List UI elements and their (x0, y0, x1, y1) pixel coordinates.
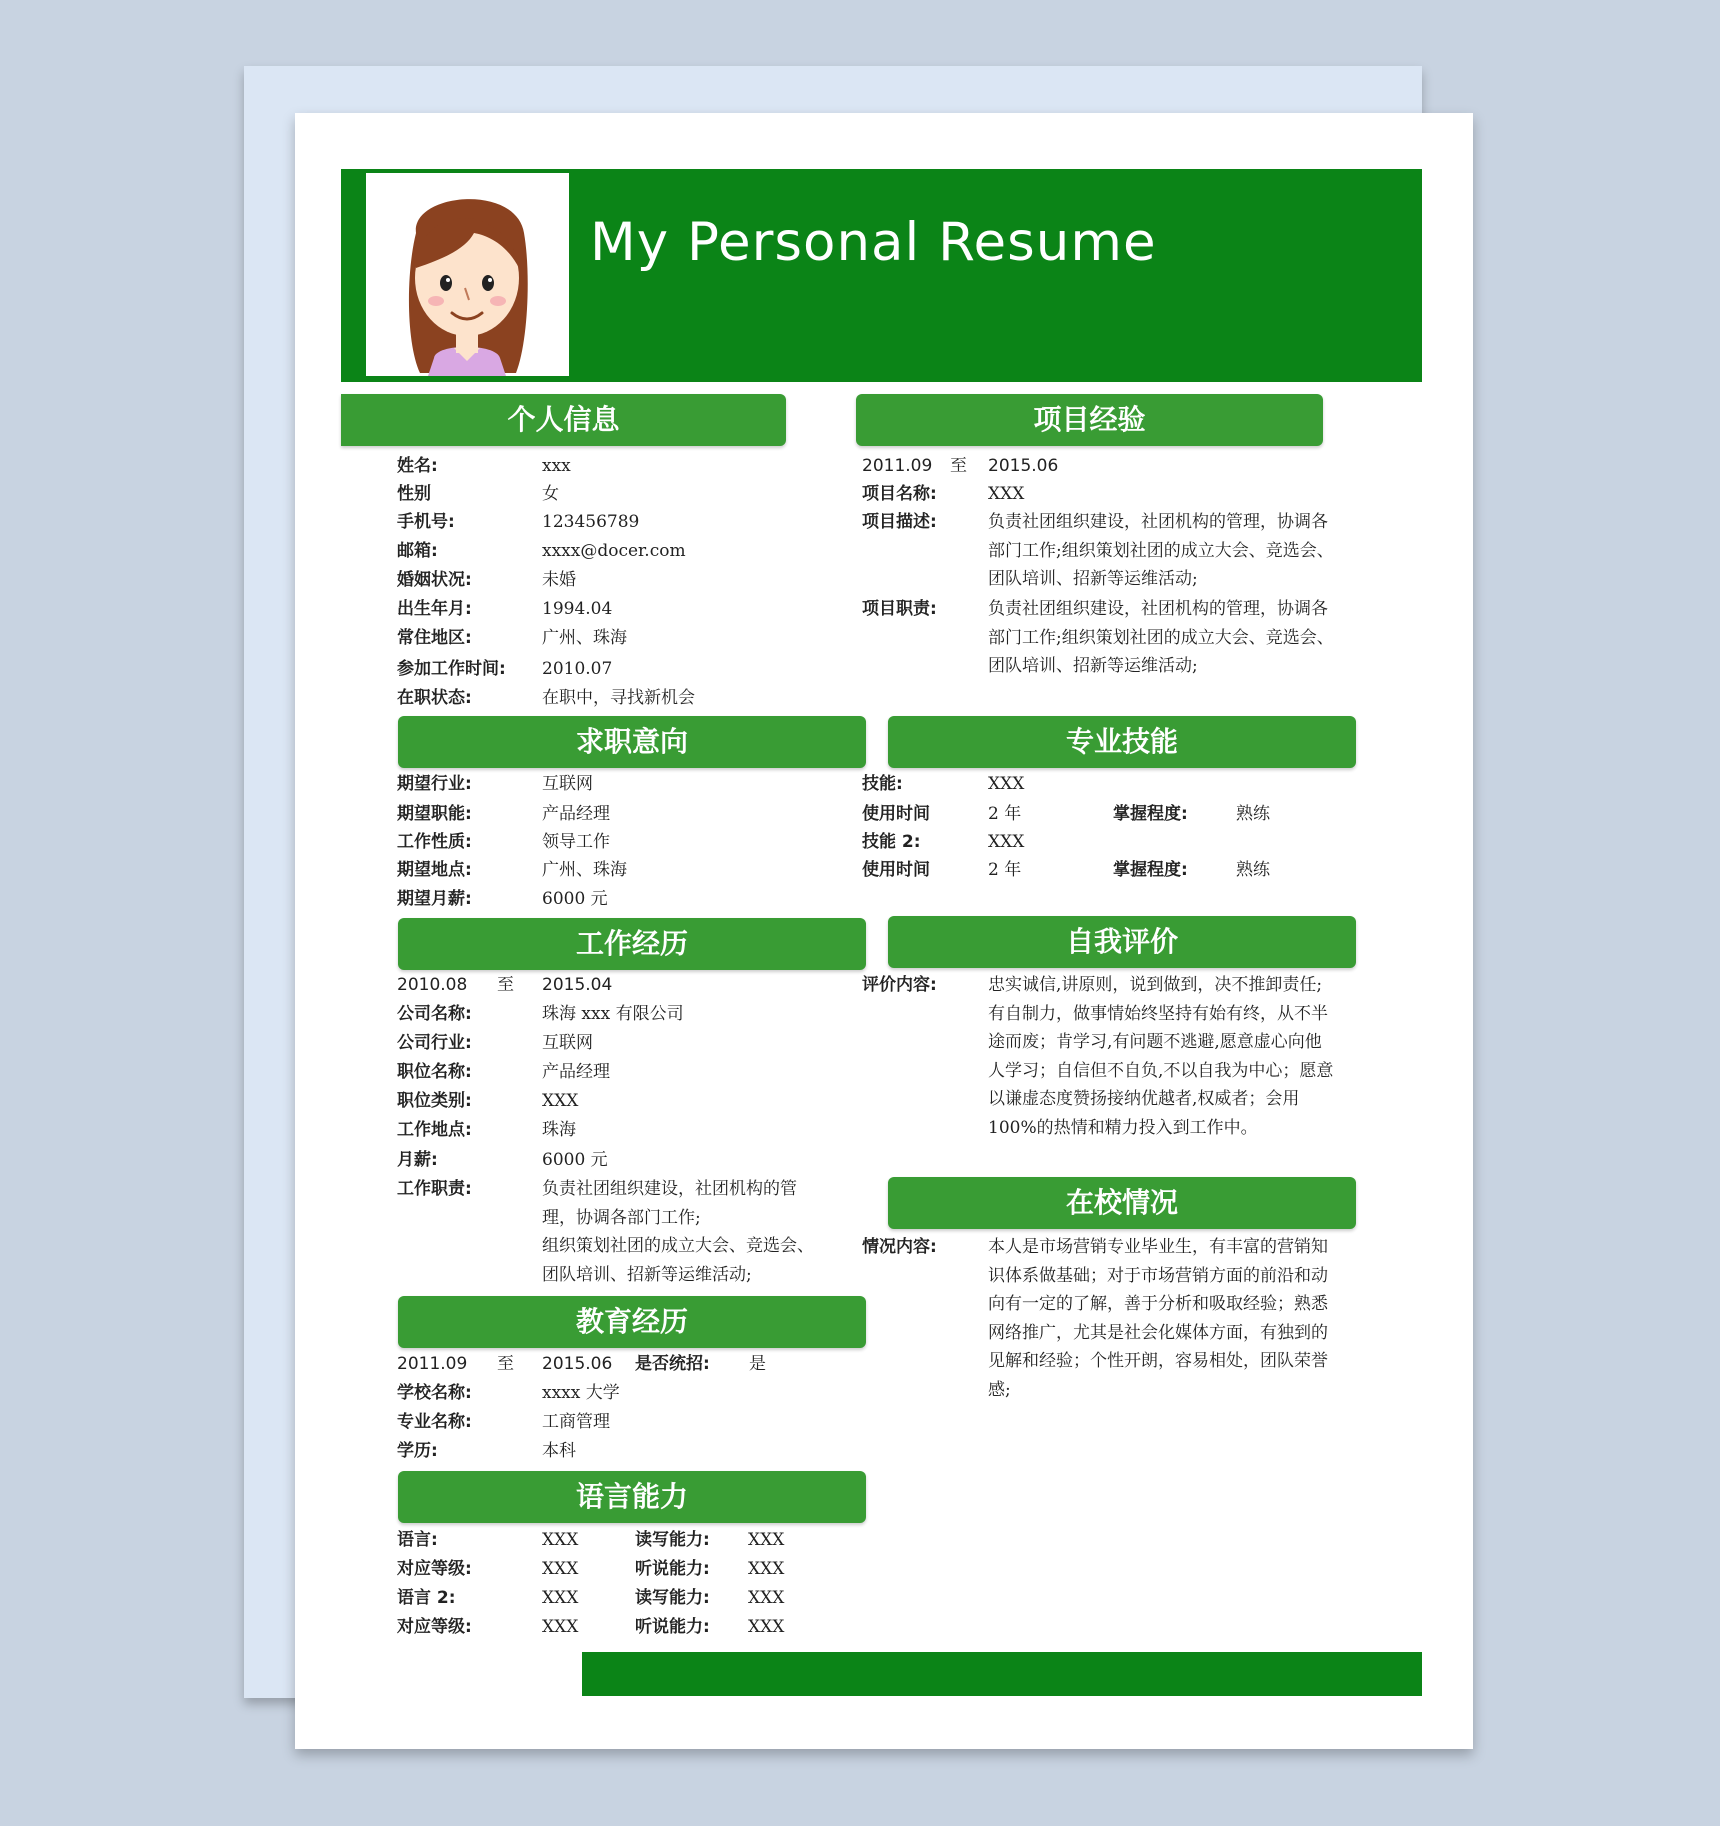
footer-band (582, 1652, 1422, 1696)
section-skills: 专业技能 (888, 716, 1356, 768)
section-campus: 在校情况 (888, 1177, 1356, 1229)
section-personal: 个人信息 (341, 394, 786, 446)
girl-avatar-icon (366, 173, 569, 376)
project-desc: 负责社团组织建设，社团机构的管理，协调各 部门工作;组织策划社团的成立大会、竞选会、 团队培训、招新等运维活动; (988, 512, 1334, 590)
section-education: 教育经历 (398, 1296, 866, 1348)
work-duty: 负责社团组织建设，社团机构的管 理，协调各部门工作; 组织策划社团的成立大会、竞选会、 团队培训、招新等运维活动; (542, 1179, 814, 1285)
avatar (366, 173, 569, 376)
section-intention: 求职意向 (398, 716, 866, 768)
section-language: 语言能力 (398, 1471, 866, 1523)
section-work: 工作经历 (398, 918, 866, 970)
campus-text: 本人是市场营销专业毕业生，有丰富的营销知 识体系做基础；对于市场营销方面的前沿和动 向有一定的了解，善于分析和吸取经验；熟悉 网络推广，尤其是社会化媒体方面，有独到的 见解和经验；个性开朗，容易相处，团队荣誉 感; (988, 1237, 1328, 1400)
project-duty: 负责社团组织建设，社团机构的管理，协调各 部门工作;组织策划社团的成立大会、竞选会、 团队培训、招新等运维活动; (988, 599, 1334, 677)
section-self-eval: 自我评价 (888, 916, 1356, 968)
section-project: 项目经验 (856, 394, 1323, 446)
resume-title: My Personal Resume (590, 212, 1157, 273)
self-eval-text: 忠实诚信,讲原则，说到做到，决不推卸责任; 有自制力，做事情始终坚持有始有终，从不半 途而废；肯学习,有问题不逃避,愿意虚心向他 人学习；自信但不自负,不以自我为中心；愿意 以谦虚态度赞扬接纳优越者,权威者；会用 100%的热情和精力投入到工作中。 (988, 975, 1334, 1138)
